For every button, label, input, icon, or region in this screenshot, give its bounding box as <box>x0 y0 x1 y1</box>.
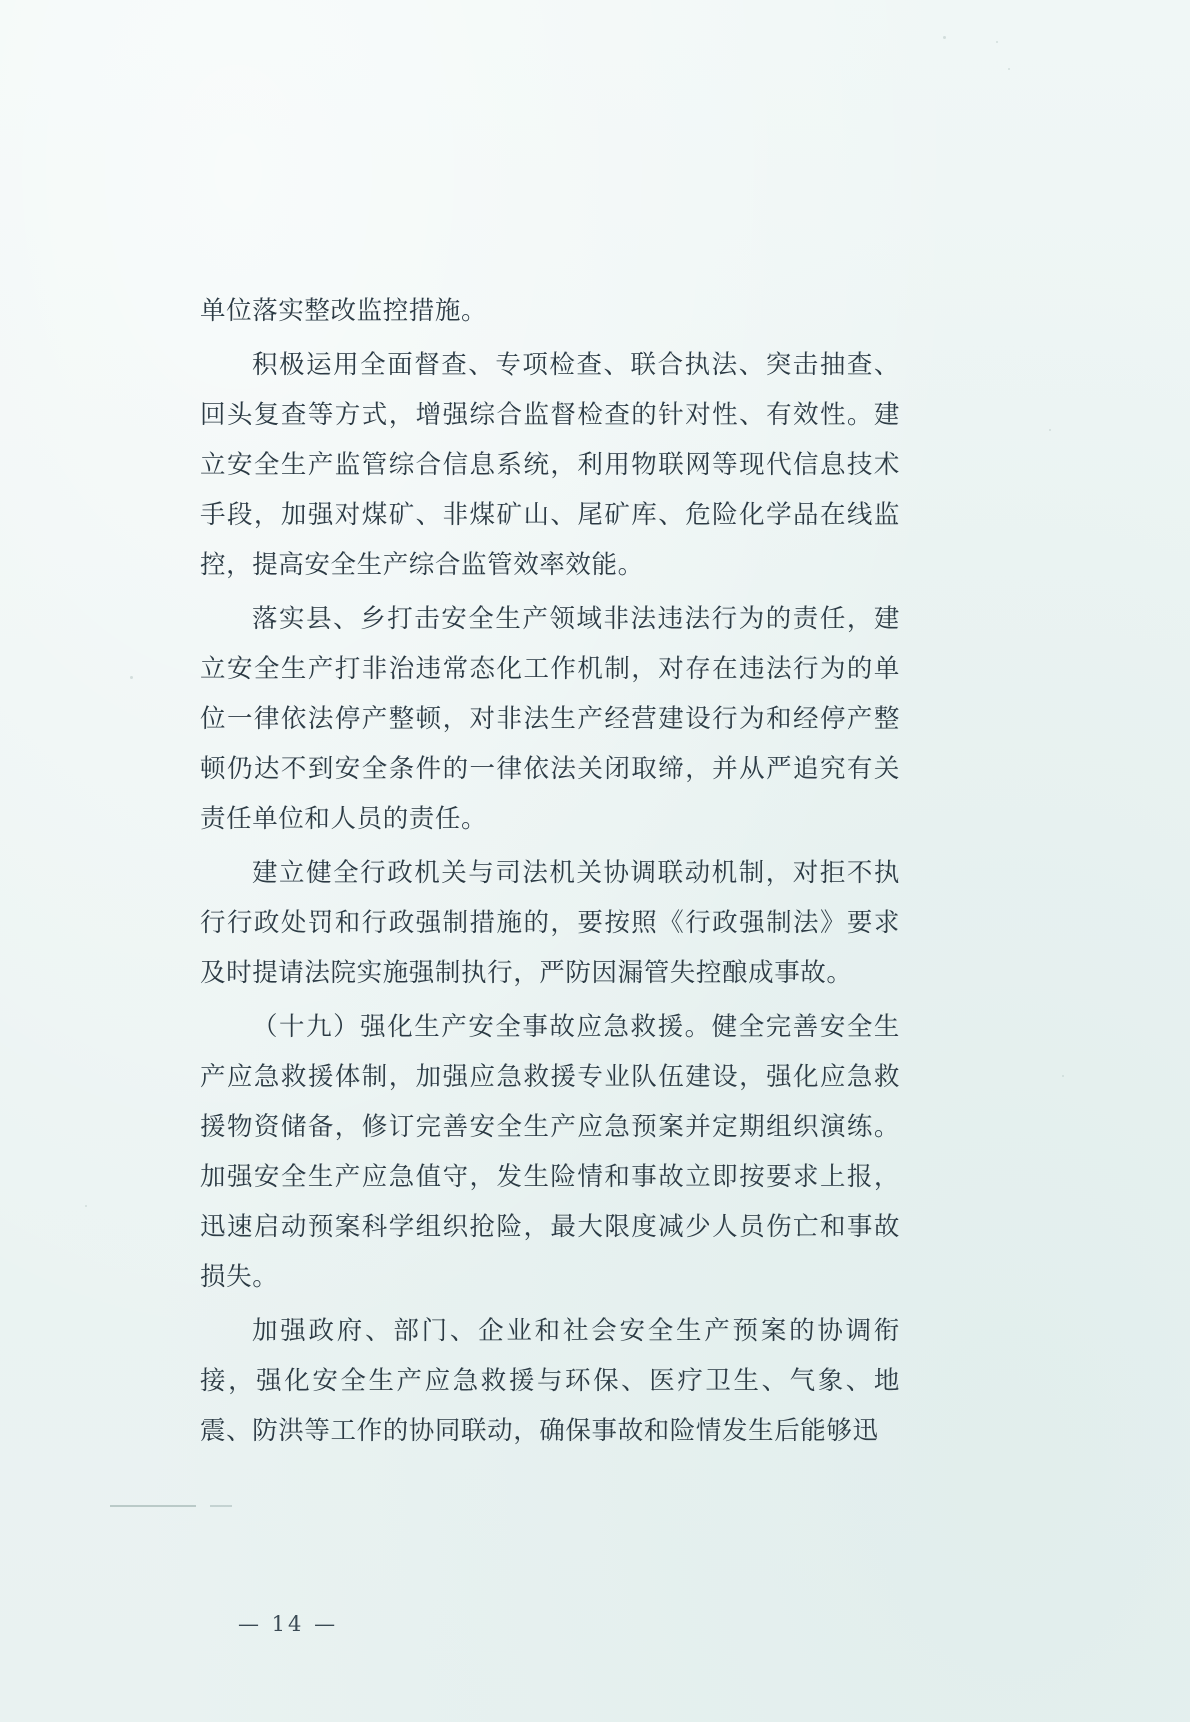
scan-speck <box>1008 68 1010 70</box>
paragraph-item-19: （十九）强化生产安全事故应急救援。健全完善安全生产应急救援体制，加强应急救援专业队伍建设，强化应急救援物资储备，修订完善安全生产应急预案并定期组织演练。加强安全生产应急值守，发生险情和事故立即按要求上报，迅速启动预案科学组织抢险，最大限度减少人员伤亡和事故损失。 <box>200 1012 900 1292</box>
scan-speck <box>943 36 946 39</box>
scan-edge-mark <box>210 1505 232 1507</box>
scan-speck <box>130 676 133 679</box>
scan-speck <box>1049 429 1051 431</box>
document-text-body <box>200 286 900 1636</box>
scan-speck <box>1062 1075 1064 1077</box>
paragraph-judicial-coordination: 建立健全行政机关与司法机关协调联动机制，对拒不执行行政处罚和行政强制措施的，要按照《行政强制法》要求及时提请法院实施强制执行，严防因漏管失控酿成事故。 <box>200 858 900 988</box>
paragraph-supervision: 积极运用全面督查、专项检查、联合执法、突击抽查、回头复查等方式，增强综合监督检查的针对性、有效性。建立安全生产监管综合信息系统，利用物联网等现代信息技术手段，加强对煤矿、非煤矿山、尾矿库、危险化学品在线监控，提高安全生产综合监管效率效能。 <box>200 350 900 580</box>
scan-speck <box>996 41 998 43</box>
scan-speck <box>85 1205 87 1207</box>
paragraph-illegal-crackdown: 落实县、乡打击安全生产领域非法违法行为的责任，建立安全生产打非治违常态化工作机制，对存在违法行为的单位一律依法停产整顿，对非法生产经营建设行为和经停产整顿仍达不到安全条件的一律依法关闭取缔，并从严追究有关责任单位和人员的责任。 <box>200 604 900 834</box>
paragraph-continuation: 单位落实整改监控措施。 <box>200 296 488 326</box>
paragraph-plan-coordination: 加强政府、部门、企业和社会安全生产预案的协调衔接，强化安全生产应急救援与环保、医疗卫生、气象、地震、防洪等工作的协同联动，确保事故和险情发生后能够迅 <box>200 1316 900 1446</box>
page-number: — 14 — <box>238 1612 339 1636</box>
scan-edge-mark <box>110 1505 196 1507</box>
